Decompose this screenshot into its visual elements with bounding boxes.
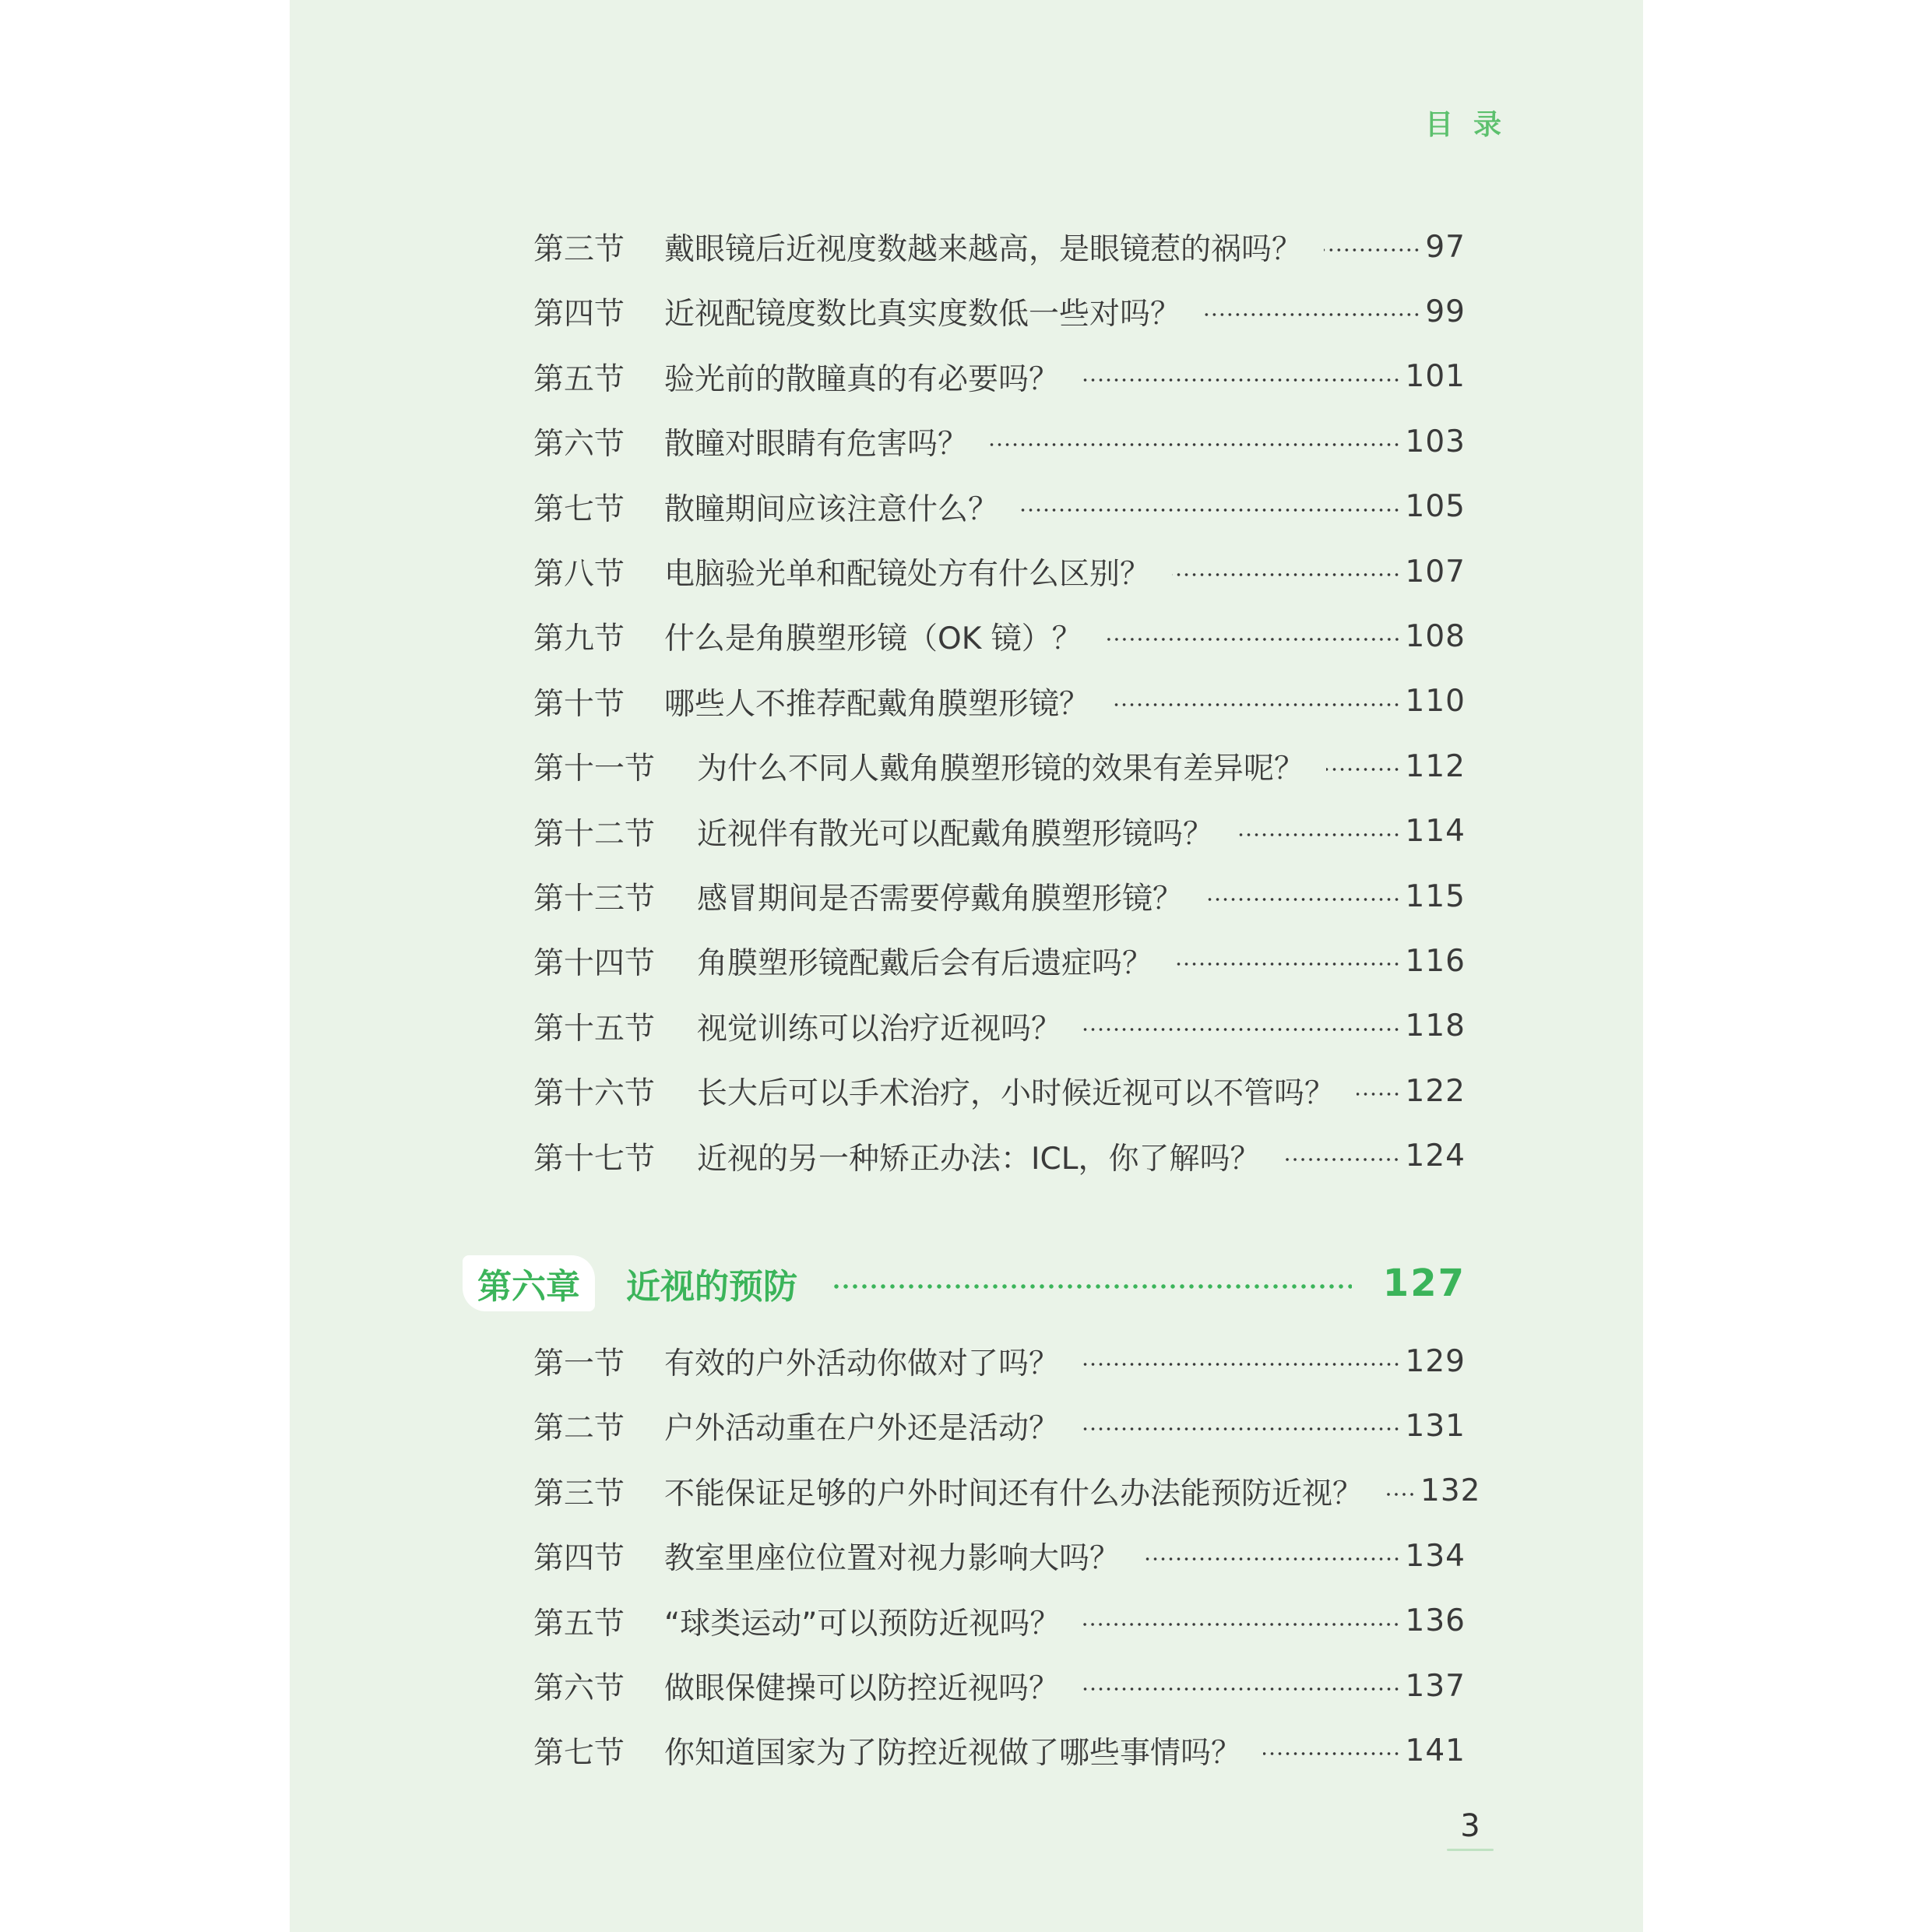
toc-entry-label: 第三节: [533, 232, 625, 267]
toc-entry-page-number: 101: [1405, 359, 1466, 395]
toc-entry-title: 不能保证足够的户外时间还有什么办法能预防近视？: [664, 1476, 1364, 1511]
toc-entry-page-number: 136: [1405, 1603, 1466, 1639]
toc-entry-title: 近视配镜度数比真实度数低一些对吗？: [664, 297, 1181, 333]
toc-entry-page-number: 134: [1405, 1538, 1466, 1574]
toc-entry-label: 第六节: [533, 1671, 625, 1706]
toc-entry-row[interactable]: [533, 1528, 1466, 1584]
toc-dot-leader: [1142, 1557, 1401, 1561]
toc-entry-title: 戴眼镜后近视度数越来越高，是眼镜惹的祸吗？: [664, 232, 1303, 267]
toc-entry-row[interactable]: [533, 413, 1466, 470]
toc-entry-label: 第六节: [533, 427, 625, 463]
toc-dot-leader: [1202, 313, 1420, 316]
toc-entry-row[interactable]: [533, 219, 1466, 275]
toc-dot-leader: [1357, 1093, 1401, 1096]
toc-entry-label: 第五节: [533, 361, 625, 397]
toc-entry-page-number: 116: [1405, 943, 1466, 979]
toc-entry-title: 户外活动重在户外还是活动？: [664, 1411, 1060, 1447]
toc-entry-page-number: 122: [1405, 1073, 1466, 1109]
toc-dot-leader: [1081, 378, 1401, 382]
toc-dot-leader: [1324, 248, 1420, 252]
toc-entry-page-number: 99: [1425, 294, 1466, 329]
toc-entry-title: 做眼保健操可以防控近视吗？: [664, 1671, 1060, 1706]
toc-entry-row[interactable]: [533, 1658, 1466, 1714]
toc-entry-label: 第八节: [533, 557, 625, 592]
toc-entry-page-number: 118: [1405, 1008, 1466, 1044]
toc-entry-title: 教室里座位位置对视力影响大吗？: [664, 1541, 1121, 1577]
toc-entry-label: 第五节: [533, 1606, 625, 1642]
toc-entry-row[interactable]: [533, 283, 1466, 340]
toc-entry-label: 第十一节: [533, 751, 656, 787]
toc-entry-page-number: 108: [1405, 618, 1466, 654]
toc-dot-leader: [1081, 1363, 1401, 1366]
toc-entry-label: 第七节: [533, 1736, 625, 1772]
toc-dot-leader: [1282, 1158, 1400, 1161]
toc-entry-title: 长大后可以手术治疗，小时候近视可以不管吗？: [697, 1076, 1336, 1112]
toc-entry-title: 什么是角膜塑形镜（OK 镜）？: [664, 621, 1082, 657]
toc-entry-title: 近视伴有散光可以配戴角膜塑形镜吗？: [697, 816, 1214, 852]
toc-dot-leader: [990, 443, 1401, 446]
toc-dot-leader: [1081, 1427, 1401, 1431]
toc-entry-page-number: 141: [1405, 1733, 1466, 1768]
chapter-dot-leader: [832, 1284, 1352, 1289]
page-number-underline: [1447, 1849, 1494, 1851]
toc-entry-row[interactable]: [533, 479, 1466, 535]
toc-dot-leader: [1174, 962, 1401, 966]
toc-entry-title: 哪些人不推荐配戴角膜塑形镜？: [664, 686, 1090, 722]
toc-entry-page-number: 97: [1425, 229, 1466, 265]
toc-entry-label: 第四节: [533, 1541, 625, 1577]
toc-entry-title: 你知道国家为了防控近视做了哪些事情吗？: [664, 1736, 1242, 1772]
toc-entry-label: 第七节: [533, 491, 625, 527]
toc-dot-leader: [1081, 1687, 1401, 1691]
chapter-title: 近视的预防: [626, 1267, 797, 1307]
toc-entry-row[interactable]: [533, 1128, 1466, 1184]
toc-entry-title: 近视的另一种矫正办法：ICL，你了解吗？: [697, 1141, 1261, 1177]
toc-entry-page-number: 112: [1405, 748, 1466, 784]
toc-entry-label: 第十三节: [533, 882, 656, 917]
toc-entry-page-number: 110: [1405, 684, 1466, 720]
toc-entry-label: 第三节: [533, 1476, 625, 1511]
toc-entry-label: 第十节: [533, 686, 625, 722]
toc-entry-page-number: 107: [1405, 554, 1466, 589]
toc-entry-row[interactable]: [533, 1593, 1466, 1649]
toc-entry-label: 第十六节: [533, 1076, 656, 1112]
toc-entry-page-number: 124: [1405, 1138, 1466, 1174]
book-page: [290, 0, 1643, 1932]
toc-dot-leader: [1326, 768, 1401, 771]
toc-entry-page-number: 131: [1405, 1408, 1466, 1444]
toc-entry-title: “球类运动”可以预防近视吗？: [664, 1606, 1061, 1642]
toc-entry-page-number: 105: [1405, 489, 1466, 525]
toc-entry-title: 角膜塑形镜配戴后会有后遗症吗？: [697, 946, 1153, 982]
toc-entry-page-number: 132: [1420, 1473, 1481, 1509]
toc-entry-title: 电脑验光单和配镜处方有什么区别？: [664, 557, 1151, 592]
toc-dot-leader: [1205, 898, 1401, 901]
toc-entry-row[interactable]: [533, 1063, 1466, 1119]
toc-entry-page-number: 129: [1405, 1343, 1466, 1379]
toc-entry-label: 第四节: [533, 297, 625, 333]
toc-entry-label: 第九节: [533, 621, 625, 657]
toc-entry-row[interactable]: [533, 868, 1466, 924]
toc-entry-page-number: 114: [1405, 814, 1466, 850]
toc-entry-row[interactable]: [533, 1398, 1466, 1454]
toc-entry-title: 感冒期间是否需要停戴角膜塑形镜？: [697, 882, 1184, 917]
toc-dot-leader: [1104, 638, 1401, 641]
toc-dot-leader: [1020, 509, 1401, 512]
toc-entry-row[interactable]: [533, 998, 1466, 1054]
chapter-page-number: 127: [1382, 1262, 1466, 1305]
toc-entry-title: 散瞳对眼睛有危害吗？: [664, 427, 969, 463]
toc-dot-leader: [1083, 1028, 1401, 1031]
toc-entry-title: 散瞳期间应该注意什么？: [664, 491, 999, 527]
chapter-label-badge: 第六章: [463, 1255, 595, 1311]
toc-entry-title: 有效的户外活动你做对了吗？: [664, 1346, 1060, 1381]
toc-entry-row[interactable]: [533, 544, 1466, 600]
toc-entry-page-number: 137: [1405, 1668, 1466, 1704]
toc-dot-leader: [1172, 573, 1401, 576]
page-header-title: 目录: [1424, 109, 1522, 141]
toc-entry-label: 第一节: [533, 1346, 625, 1381]
toc-entry-row[interactable]: [533, 349, 1466, 405]
chapter-heading-row[interactable]: [463, 1252, 1466, 1314]
toc-entry-title: 视觉训练可以治疗近视吗？: [697, 1011, 1062, 1047]
toc-entry-row[interactable]: [533, 933, 1466, 989]
toc-entry-page-number: 115: [1405, 878, 1466, 914]
toc-entry-row[interactable]: [533, 1723, 1466, 1779]
toc-entry-row[interactable]: [533, 738, 1466, 794]
toc-dot-leader: [1111, 703, 1401, 706]
toc-entry-row[interactable]: [533, 804, 1466, 860]
toc-entry-label: 第十二节: [533, 816, 656, 852]
toc-entry-label: 第十五节: [533, 1011, 656, 1047]
toc-dot-leader: [1263, 1752, 1401, 1755]
toc-entry-row[interactable]: [533, 608, 1466, 664]
toc-entry-title: 为什么不同人戴角膜塑形镜的效果有差异呢？: [697, 751, 1305, 787]
toc-entry-row[interactable]: [533, 674, 1466, 730]
toc-entry-page-number: 103: [1405, 424, 1466, 459]
toc-entry-title: 验光前的散瞳真的有必要吗？: [664, 361, 1060, 397]
toc-entry-label: 第十七节: [533, 1141, 656, 1177]
toc-entry-label: 第二节: [533, 1411, 625, 1447]
toc-dot-leader: [1235, 833, 1401, 836]
toc-entry-row[interactable]: [533, 1333, 1466, 1389]
toc-entry-label: 第十四节: [533, 946, 656, 982]
page-number: 3: [1460, 1808, 1480, 1844]
toc-dot-leader: [1385, 1493, 1416, 1496]
toc-entry-row[interactable]: [533, 1463, 1481, 1519]
toc-dot-leader: [1082, 1623, 1400, 1626]
